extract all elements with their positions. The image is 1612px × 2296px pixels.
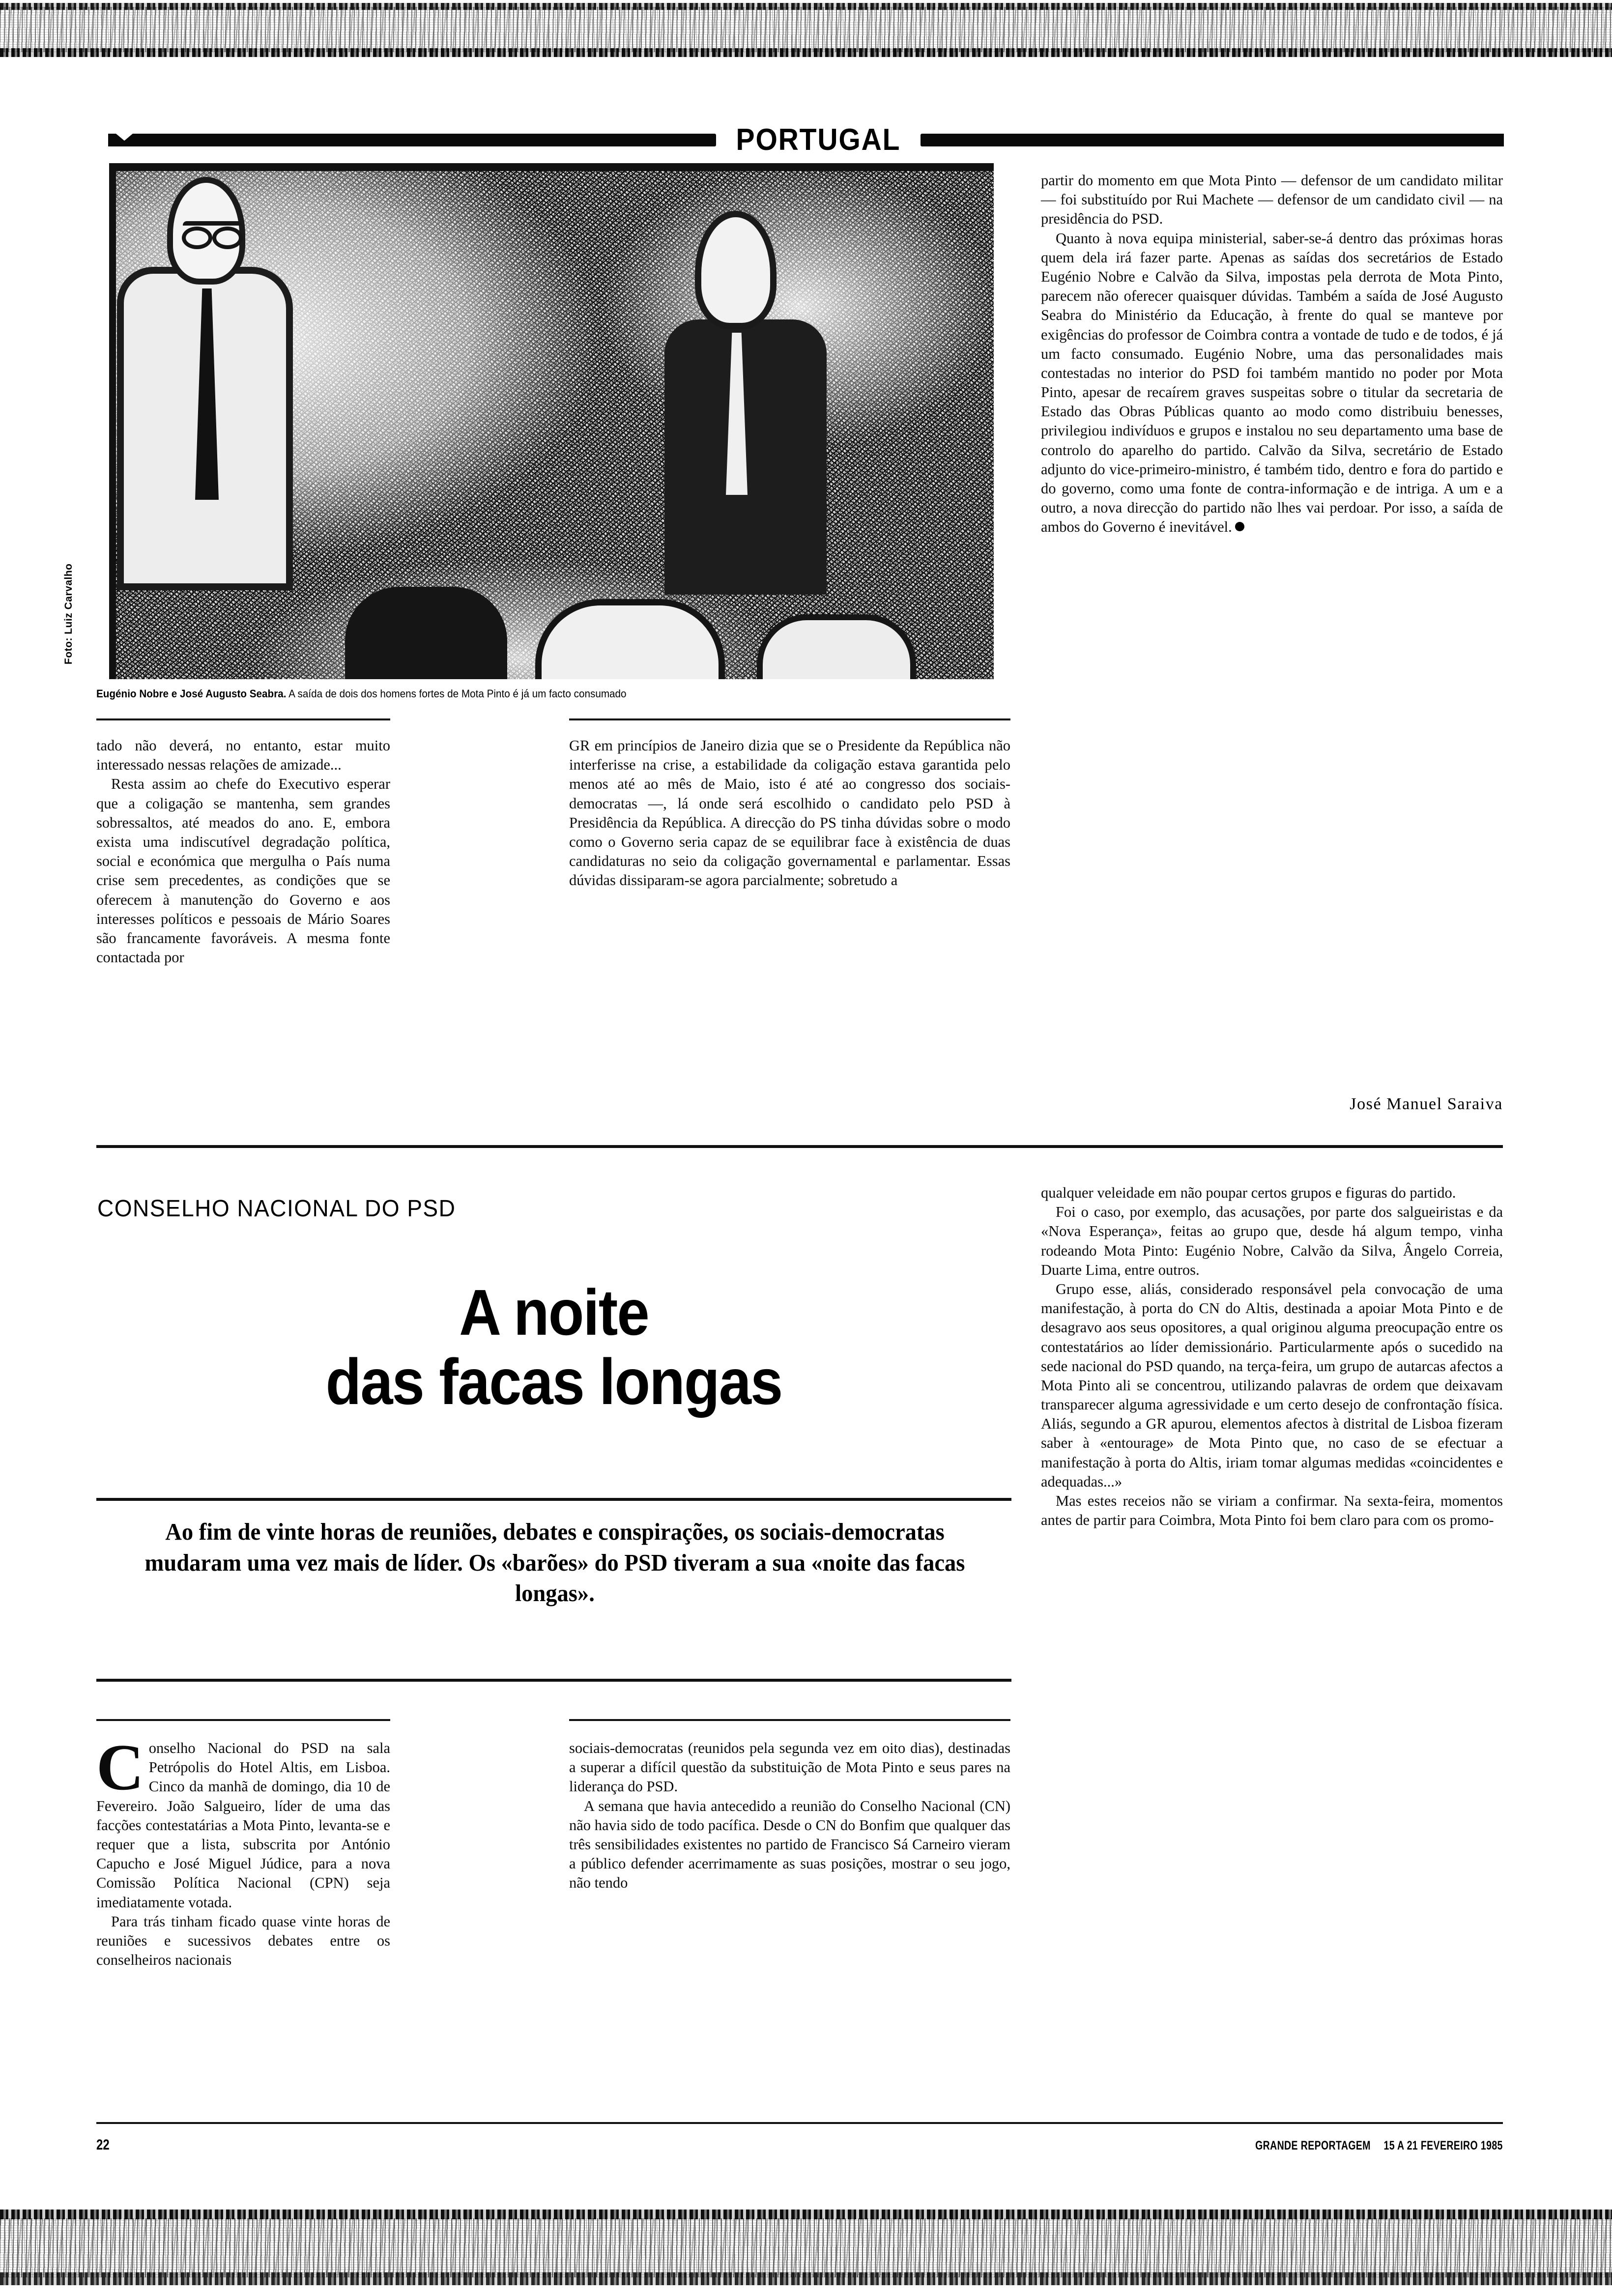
article-photo [109, 163, 994, 679]
lower-article-column-3 [1041, 1183, 1503, 1530]
paragraph: Foi o caso, por exemplo, das acusações, por parte dos salgueiristas e da «Nova Esperança», feitas ao grupo que, desde há algum tempo, vinha rodeando Mota Pinto: Eugénio Nobre, Calvão da Silva, Ângelo Correia, Duarte Lima, entre outros. [1041, 1204, 1503, 1278]
footer-publication-name: GRANDE REPORTAGEM [1255, 2139, 1371, 2152]
column-rule-upper-1 [96, 718, 390, 720]
footer-rule [96, 2122, 1503, 2124]
column-rule-upper-2 [569, 718, 1010, 720]
paragraph: A semana que havia antecedido a reunião do Conselho Nacional (CN) não havia sido de todo pacífica. Desde o CN do Bonfim que qualquer das três sensibilidades existentes no partido de Francisco Sá Carneiro vieram a público defender acerrimamente as suas posições, mostrar o seu jogo, não tendo [569, 1797, 1010, 1892]
section-rule-right [921, 134, 1504, 146]
photo-foreground-shape-1 [345, 587, 507, 679]
paragraph: sociais-democratas (reunidos pela segunda vez em oito dias), destinadas a superar a difícil questão da substituição de Mota Pinto e seus pares na liderança do PSD. [569, 1740, 1010, 1795]
upper-article-column-1 [96, 736, 390, 967]
photo-canvas [109, 163, 994, 679]
section-rule-left [108, 134, 716, 146]
paragraph: Grupo esse, aliás, considerado responsável pela convocação de uma manifestação, à porta do CN do Altis, destinada a apoiar Mota Pinto e de desagravo aos seus opositores, a qual originou alguma preocupação entre os contestatários ao líder demissionário. Particularmente após o sucedido na sede nacional do PSD quando, na terça-feira, um grupo de autarcas afectos a Mota Pinto ali se concentrou, utilizando palavras de ordem que deixavam transparecer alguma agressividade e um certo desejo de confrontação física. Aliás, segundo a GR apurou, elementos afectos à distrital de Lisboa fizeram saber à «entourage» de Mota Pinto que, no caso de se efectuar a manifestação à porta do Altis, iriam tomar algumas medidas «coincidentes e adequadas...» [1041, 1280, 1503, 1490]
deck-rule-bottom [96, 1679, 1011, 1682]
upper-article-column-3 [1041, 171, 1503, 537]
photo-foreground-shape-3 [763, 620, 910, 679]
photo-figure-right-head [701, 217, 770, 323]
paragraph-text: Quanto à nova equipa ministerial, saber-se-á dentro das próximas horas quem dela irá fazer parte. Apenas as saídas dos secretários de Estado Eugénio Nobre e Calvão da Silva, impostas pela derrota de Mota Pinto, parecem não oferecer quaisquer dúvidas. Também a saída de José Augusto Seabra do Ministério da Educação, à frente do qual se manteve por exigências do professor de Coimbra contra a vontade de tudo e de todos, é já um facto consumado. Eugénio Nobre, uma das personalidades mais contestadas no interior do PSD foi também mantido no poder por Mota Pinto, apesar de recaírem graves suspeitas sobre o titular da secretaria de Estado das Obras Públicas quanto ao modo como distribuiu benesses, privilegiou indivíduos e grupos e instalou no seu departamento uma base de controlo do aparelho do partido. Calvão da Silva, secretário de Estado adjunto do vice-primeiro-ministro, é também tido, dentro e fora do partido e do governo, como uma fonte de contra-informação e de intriga. A um e a outro, a nova direcção do partido não lhes vai perdoar. Por isso, a saída de ambos do Governo é inevitável. [1041, 230, 1503, 536]
paragraph-text: onselho Nacional do PSD na sala Petrópolis do Hotel Altis, em Lisboa. Cinco da manhã de domingo, dia 10 de Fevereiro. João Salgueiro, líder de uma das facções contestatárias a Mota Pinto, levanta-se e requer que a lista, subscrita por António Capucho e José Miguel Júdice, para a nova Comissão Política Nacional (CPN) seja imediatamente votada. [96, 1740, 390, 1911]
section-title: PORTUGAL [736, 123, 901, 157]
paragraph: Resta assim ao chefe do Executivo esperar que a coligação se mantenha, sem grandes sobressaltos, até meados do ano. E, embora exista uma indiscutível degradação política, social e económica que mergulha o País numa crise sem precedentes, as condições que se oferecem à manutenção do Governo e aos interesses políticos e pessoais de Mário Soares são francamente favoráveis. A mesma fonte contactada por [96, 775, 390, 966]
end-mark-icon [1235, 522, 1244, 531]
column-rule-lower-1 [96, 1719, 390, 1721]
paragraph [96, 1731, 390, 1912]
photo-border-left [109, 163, 116, 679]
paragraph: Mas estes receios não se viriam a confirmar. Na sexta-feira, momentos antes de partir para Coimbra, Mota Pinto foi bem claro para com os promo- [1041, 1492, 1503, 1529]
article-deck: Ao fim de vinte horas de reuniões, debates e conspirações, os sociais-democratas mudaram uma vez mais de líder. Os «barões» do PSD tiveram a sua «noite das facas longas». [144, 1518, 965, 1607]
photo-border-top [109, 163, 994, 171]
footer-issue-date: 15 A 21 FEVEREIRO 1985 [1383, 2139, 1503, 2152]
page-number: 22 [96, 2137, 110, 2153]
paragraph: partir do momento em que Mota Pinto — defensor de um candidato militar — foi substituído por Rui Machete — defensor de um candidato civil — na presidência do PSD. [1041, 172, 1503, 228]
headline-line-2: das facas longas [325, 1346, 782, 1418]
paragraph: qualquer veleidade em não poupar certos grupos e figuras do partido. [1041, 1184, 1456, 1201]
footer-publication-info [1255, 2139, 1503, 2153]
column-rule-lower-2 [569, 1719, 1010, 1721]
paragraph: tado não deverá, no entanto, estar muito interessado nessas relações de amizade... [96, 737, 390, 774]
article-byline: José Manuel Saraiva [1350, 1095, 1503, 1113]
photo-caption-names: Eugénio Nobre e José Augusto Seabra. [96, 688, 287, 700]
photo-caption-text: A saída de dois dos homens fortes de Mota Pinto é já um facto consumado [286, 688, 627, 700]
drop-cap: C [96, 1731, 144, 1804]
deck-rule-top [96, 1498, 1011, 1501]
upper-article-column-2 [569, 736, 1010, 890]
paragraph: Para trás tinham ficado quase vinte horas de reuniões e sucessivos debates entre os conselheiros nacionais [96, 1913, 390, 1969]
photo-caption [96, 687, 965, 701]
paragraph [1041, 229, 1503, 537]
photo-credit: Foto: Luiz Carvalho [63, 563, 74, 664]
lower-article-column-2 [569, 1739, 1010, 1893]
article-kicker: CONSELHO NACIONAL DO PSD [97, 1196, 456, 1222]
photo-foreground-shape-2 [542, 605, 719, 679]
lower-article-column-1 [96, 1731, 390, 1970]
article-divider-rule [96, 1145, 1503, 1148]
section-header [108, 123, 1504, 157]
paragraph: GR em princípios de Janeiro dizia que se o Presidente da República não interferisse na crise, a estabilidade da coligação estava garantida pelo menos até ao mês de Maio, isto é até ao congresso dos sociais-democratas —, lá onde será escolhido o candidato pelo PSD à Presidência da República. A direcção do PS tinha dúvidas sobre o modo como o Governo seria capaz de se equilibrar face à existência de duas candidaturas no seio da coligação governamental e parlamentar. Essas dúvidas dissiparam-se agora parcialmente; sobretudo a [569, 737, 1010, 889]
article-headline [142, 1278, 966, 1416]
headline-line-1: A noite [459, 1276, 649, 1349]
photo-figure-left-glasses [183, 221, 242, 242]
